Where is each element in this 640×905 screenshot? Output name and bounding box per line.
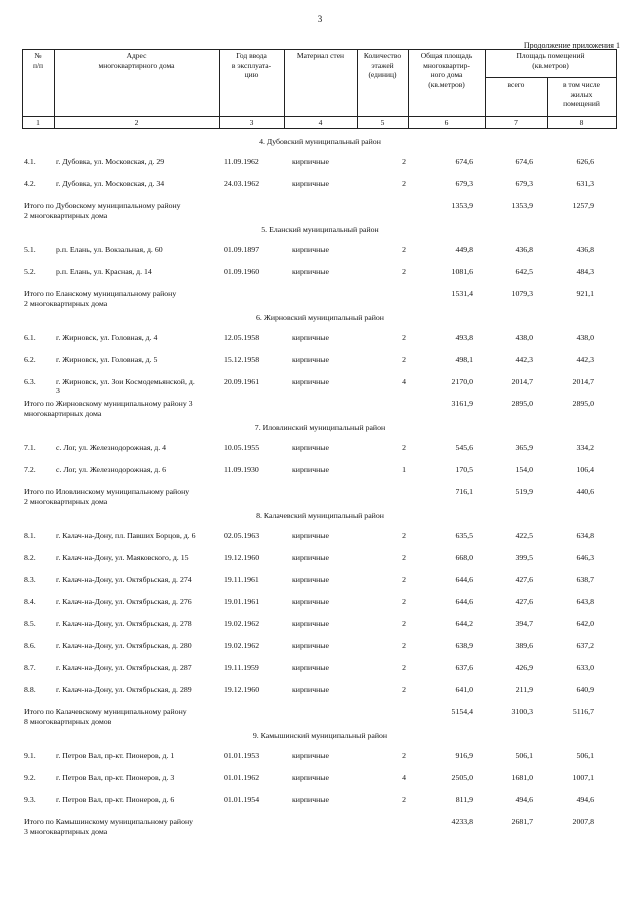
table-row [0,531,640,543]
row-premises-living: 106,4 [576,465,594,474]
row-premises-all: 494,6 [515,795,533,804]
total-premises-living: 2895,0 [572,399,594,408]
row-material: кирпичные [292,179,329,188]
row-total-area: 170,5 [455,465,473,474]
row-premises-living: 646,3 [576,553,594,562]
total-row [0,707,640,726]
row-number: 6.3. [24,377,36,386]
header-floors: Количество этажей (единиц) [363,51,402,79]
row-material: кирпичные [292,773,329,782]
row-floors: 2 [402,157,406,166]
row-premises-living: 484,3 [576,267,594,276]
row-premises-all: 426,9 [515,663,533,672]
row-material: кирпичные [292,333,329,342]
row-material: кирпичные [292,157,329,166]
row-premises-living: 633,0 [576,663,594,672]
section-title: 8. Калачевский муниципальный район [256,511,384,520]
row-number: 7.1. [24,443,36,452]
row-year: 19.02.1962 [224,641,260,650]
row-premises-living: 634,8 [576,531,594,540]
row-address: г. Дубовка, ул. Московская, д. 34 [56,179,165,188]
row-total-area: 641,0 [455,685,473,694]
row-year: 19.12.1960 [224,553,260,562]
row-premises-all: 679,3 [515,179,533,188]
row-address: г. Жирновск, ул. Головная, д. 4 [56,333,158,342]
row-address: с. Лог, ул. Железнодорожная, д. 4 [56,443,167,452]
total-area: 3161,9 [451,399,473,408]
row-material: кирпичные [292,619,329,628]
col-number: 3 [249,118,254,127]
row-address: г. Калач-на-Дону, ул. Октябрьская, д. 287 [56,663,192,672]
row-year: 19.11.1959 [224,663,259,672]
table-row [0,553,640,565]
table-row [0,663,640,675]
row-floors: 2 [402,575,406,584]
total-premises-all: 3100,3 [511,707,533,716]
row-premises-all: 211,9 [515,685,533,694]
header-top-border [22,49,617,50]
total-label: Итого по Камышинскому муниципальному району 3 многоквартирных дома [24,817,194,836]
header-number-row-border [22,116,617,117]
row-number: 8.6. [24,641,36,650]
table-row [0,751,640,763]
table-row [0,377,640,395]
continuation-label: Продолжение приложения 1 [523,41,620,50]
header-total-area: Общая площадь многоквартир- ного дома (кв.метров) [420,51,473,89]
row-address: г. Калач-на-Дону, ул. Маяковского, д. 15 [56,553,189,562]
row-material: кирпичные [292,553,329,562]
row-number: 8.5. [24,619,36,628]
row-floors: 2 [402,531,406,540]
total-premises-living: 1257,9 [572,201,594,210]
row-number: 7.2. [24,465,36,474]
col-number: 8 [579,118,584,127]
row-material: кирпичные [292,663,329,672]
total-label: Итого по Калачевскому муниципальному району 8 многоквартирных домов [24,707,187,726]
total-label: Итого по Дубовскому муниципальному району 2 многоквартирных дома [24,201,181,220]
row-premises-living: 438,0 [576,333,594,342]
table-row [0,641,640,653]
row-year: 02.05.1963 [224,531,260,540]
row-floors: 2 [402,553,406,562]
total-premises-all: 2895,0 [511,399,533,408]
row-number: 4.2. [24,179,36,188]
row-floors: 2 [402,355,406,364]
total-premises-living: 5116,7 [572,707,594,716]
row-premises-living: 2014,7 [572,377,594,386]
table-row [0,157,640,169]
row-total-area: 674,6 [455,157,473,166]
col-number: 7 [514,118,518,127]
row-floors: 2 [402,179,406,188]
row-number: 9.1. [24,751,36,760]
total-premises-living: 2007,8 [572,817,594,826]
row-total-area: 638,9 [455,641,473,650]
row-premises-living: 631,3 [576,179,594,188]
row-number: 5.1. [24,245,36,254]
row-address: г. Петров Вал, пр-кт. Пионеров, д. 3 [56,773,175,782]
row-number: 5.2. [24,267,36,276]
row-year: 12.05.1958 [224,333,260,342]
section-title: 6. Жирновский муниципальный район [256,313,384,322]
row-total-area: 545,6 [455,443,473,452]
total-premises-all: 519,9 [515,487,533,496]
total-row [0,817,640,836]
row-total-area: 637,6 [455,663,473,672]
row-premises-living: 640,9 [576,685,594,694]
row-premises-all: 154,0 [515,465,533,474]
row-address: г. Дубовка, ул. Московская, д. 29 [56,157,165,166]
total-premises-living: 440,6 [576,487,594,496]
total-area: 1353,9 [451,201,473,210]
row-address: р.п. Елань, ул. Красная, д. 14 [56,267,152,276]
header-address: Адрес многоквартирного дома [98,51,175,70]
row-material: кирпичные [292,245,329,254]
row-floors: 2 [402,443,406,452]
section-title: 5. Еланский муниципальный район [261,225,379,234]
total-premises-living: 921,1 [576,289,594,298]
row-premises-all: 438,0 [515,333,533,342]
row-material: кирпичные [292,575,329,584]
row-total-area: 679,3 [455,179,473,188]
row-premises-all: 436,8 [515,245,533,254]
row-premises-living: 506,1 [576,751,594,760]
row-year: 19.11.1961 [224,575,259,584]
section-title: 4. Дубовский муниципальный район [259,137,381,146]
row-address: г. Калач-на-Дону, ул. Октябрьская, д. 280 [56,641,192,650]
total-area: 716,1 [455,487,473,496]
row-address: г. Петров Вал, пр-кт. Пионеров, д. 1 [56,751,175,760]
header-premises-area: Площадь помещений (кв.метров) [516,51,585,70]
header-premises-living: в том числе жилых помещений [562,80,600,108]
row-premises-living: 638,7 [576,575,594,584]
row-premises-all: 427,6 [515,597,533,606]
row-year: 01.01.1953 [224,751,260,760]
header-premises-all: всего [507,80,525,89]
row-premises-living: 494,6 [576,795,594,804]
row-year: 11.09.1930 [224,465,259,474]
table-row [0,465,640,477]
row-premises-living: 1007,1 [572,773,594,782]
row-address: р.п. Елань, ул. Вокзальная, д. 60 [56,245,163,254]
total-area: 1531,4 [451,289,473,298]
col-number: 5 [380,118,385,127]
row-address: г. Калач-на-Дону, ул. Октябрьская, д. 278 [56,619,192,628]
row-number: 8.2. [24,553,36,562]
row-year: 01.09.1960 [224,267,260,276]
row-premises-living: 642,0 [576,619,594,628]
row-total-area: 1081,6 [451,267,473,276]
row-material: кирпичные [292,685,329,694]
row-material: кирпичные [292,443,329,452]
row-total-area: 498,1 [455,355,473,364]
col-number: 1 [36,118,40,127]
row-material: кирпичные [292,751,329,760]
row-floors: 2 [402,597,406,606]
row-material: кирпичные [292,355,329,364]
row-total-area: 668,0 [455,553,473,562]
table-row [0,245,640,257]
total-label: Итого по Жирновскому муниципальному району 3 многоквартирных дома [24,399,193,418]
row-total-area: 2170,0 [451,377,473,386]
row-floors: 2 [402,267,406,276]
total-label: Итого по Еланскому муниципальному району 2 многоквартирных дома [24,289,177,308]
row-number: 8.8. [24,685,36,694]
row-material: кирпичные [292,597,329,606]
col-number: 2 [134,118,139,127]
row-floors: 4 [402,773,406,782]
total-premises-all: 2681,7 [511,817,533,826]
row-floors: 2 [402,245,406,254]
total-area: 5154,4 [451,707,473,716]
row-floors: 2 [402,333,406,342]
row-premises-living: 334,2 [576,443,594,452]
row-premises-living: 626,6 [576,157,594,166]
table-row [0,773,640,785]
table-row [0,619,640,631]
row-total-area: 916,9 [455,751,473,760]
premises-subheader-border [485,77,617,78]
row-material: кирпичные [292,641,329,650]
row-premises-all: 399,5 [515,553,533,562]
row-year: 20.09.1961 [224,377,260,386]
row-premises-all: 506,1 [515,751,533,760]
row-floors: 2 [402,795,406,804]
row-floors: 2 [402,619,406,628]
col-border [616,49,617,129]
header-no: № п/п [32,51,44,70]
row-material: кирпичные [292,377,329,386]
total-row [0,399,640,418]
row-address: г. Калач-на-Дону, ул. Октябрьская, д. 289 [56,685,192,694]
row-number: 8.1. [24,531,36,540]
row-premises-all: 1681,0 [511,773,533,782]
row-address: г. Жирновск, ул. Зои Космодемьянской, д. 3 [56,377,195,395]
row-total-area: 811,9 [455,795,473,804]
row-premises-living: 643,8 [576,597,594,606]
row-year: 19.02.1962 [224,619,260,628]
row-number: 9.3. [24,795,36,804]
row-total-area: 493,8 [455,333,473,342]
row-premises-all: 442,3 [515,355,533,364]
row-address: г. Жирновск, ул. Головная, д. 5 [56,355,158,364]
row-material: кирпичные [292,795,329,804]
table-row [0,443,640,455]
row-year: 19.12.1960 [224,685,260,694]
row-floors: 1 [402,465,406,474]
row-number: 8.4. [24,597,36,606]
total-premises-all: 1079,3 [511,289,533,298]
row-material: кирпичные [292,531,329,540]
row-premises-all: 365,9 [515,443,533,452]
section-title: 7. Иловлинский муниципальный район [254,423,386,432]
header-year: Год ввода в эксплуата- цию [231,51,272,79]
row-material: кирпичные [292,465,329,474]
row-floors: 2 [402,663,406,672]
row-address: г. Калач-на-Дону, ул. Октябрьская, д. 274 [56,575,192,584]
table-row [0,179,640,191]
page-number: 3 [317,14,323,24]
table-row [0,685,640,697]
col-number: 6 [444,118,449,127]
row-year: 19.01.1961 [224,597,260,606]
row-number: 8.3. [24,575,36,584]
header-material: Материал стен [296,51,345,60]
table-row [0,597,640,609]
row-premises-living: 442,3 [576,355,594,364]
row-number: 8.7. [24,663,36,672]
row-premises-all: 389,6 [515,641,533,650]
table-header [22,49,617,129]
row-premises-all: 422,5 [515,531,533,540]
row-total-area: 2505,0 [451,773,473,782]
table-row [0,333,640,345]
row-premises-all: 427,6 [515,575,533,584]
row-floors: 4 [402,377,406,386]
row-year: 01.01.1954 [224,795,260,804]
row-year: 10.05.1955 [224,443,260,452]
row-number: 9.2. [24,773,36,782]
table-row [0,267,640,279]
total-area: 4233,8 [451,817,473,826]
row-premises-all: 394,7 [515,619,533,628]
row-floors: 2 [402,641,406,650]
row-year: 01.09.1897 [224,245,260,254]
row-number: 4.1. [24,157,36,166]
row-year: 24.03.1962 [224,179,260,188]
total-row [0,201,640,220]
row-material: кирпичные [292,267,329,276]
row-floors: 2 [402,751,406,760]
row-total-area: 449,8 [455,245,473,254]
row-address: г. Петров Вал, пр-кт. Пионеров, д. 6 [56,795,175,804]
row-total-area: 635,5 [455,531,473,540]
table-row [0,575,640,587]
row-number: 6.2. [24,355,36,364]
row-floors: 2 [402,685,406,694]
total-row [0,289,640,308]
row-address: с. Лог, ул. Железнодорожная, д. 6 [56,465,167,474]
row-premises-all: 642,5 [515,267,533,276]
row-year: 11.09.1962 [224,157,259,166]
row-premises-all: 674,6 [515,157,533,166]
row-year: 01.01.1962 [224,773,260,782]
row-premises-living: 637,2 [576,641,594,650]
table-row [0,355,640,367]
row-total-area: 644,6 [455,597,473,606]
col-border [284,49,285,129]
row-premises-living: 436,8 [576,245,594,254]
table-row [0,795,640,807]
row-number: 6.1. [24,333,36,342]
section-title: 9. Камышинский муниципальный район [252,731,388,740]
total-label: Итого по Иловлинскому муниципальному району 2 многоквартирных дома [24,487,190,506]
header-bottom-border [22,128,617,129]
total-premises-all: 1353,9 [511,201,533,210]
row-total-area: 644,6 [455,575,473,584]
total-row [0,487,640,506]
row-total-area: 644,2 [455,619,473,628]
row-premises-all: 2014,7 [511,377,533,386]
col-number: 4 [318,118,323,127]
row-address: г. Калач-на-Дону, ул. Октябрьская, д. 276 [56,597,192,606]
row-year: 15.12.1958 [224,355,260,364]
row-address: г. Калач-на-Дону, пл. Павших Борцов, д. 6 [56,531,196,540]
